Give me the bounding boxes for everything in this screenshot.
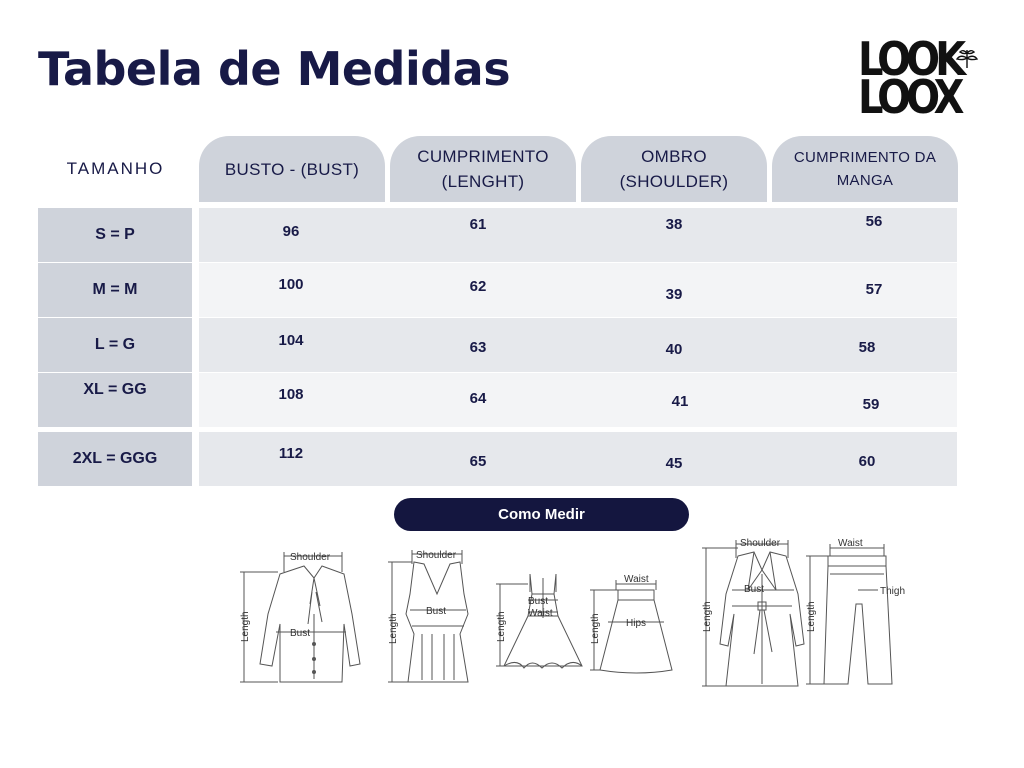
value-shoulder: 39 bbox=[665, 286, 683, 303]
value-sleeve: 59 bbox=[862, 396, 880, 413]
value-sleeve: 60 bbox=[858, 453, 876, 470]
how-to-measure-button[interactable] bbox=[394, 498, 689, 531]
label-waist: Waist bbox=[528, 608, 553, 619]
value-sleeve: 58 bbox=[858, 339, 876, 356]
label-thigh: Thigh bbox=[880, 586, 906, 597]
table-row bbox=[199, 432, 957, 486]
coat-diagram bbox=[702, 540, 804, 686]
label-length: Length bbox=[496, 611, 507, 642]
table-row bbox=[199, 263, 957, 317]
size-cell-xl: XL = GG bbox=[38, 373, 192, 427]
brand-logo bbox=[858, 33, 980, 125]
value-bust: 112 bbox=[278, 445, 304, 462]
label-length: Length bbox=[806, 601, 817, 632]
header-shoulder bbox=[581, 136, 767, 202]
header-shoulder-line-1: OMBRO bbox=[641, 147, 707, 166]
value-shoulder: 45 bbox=[665, 455, 683, 472]
table-row bbox=[199, 318, 957, 372]
header-length-line-2: (LENGHT) bbox=[441, 172, 525, 191]
label-shoulder: Shoulder bbox=[740, 538, 781, 549]
label-shoulder: Shoulder bbox=[416, 550, 457, 561]
value-bust: 100 bbox=[278, 276, 304, 293]
value-length: 62 bbox=[469, 278, 487, 295]
header-bust bbox=[199, 136, 385, 202]
value-sleeve: 57 bbox=[865, 281, 883, 298]
header-sleeve-line-2: MANGA bbox=[836, 172, 894, 189]
label-shoulder: Shoulder bbox=[290, 552, 331, 563]
size-cell-s: S = P bbox=[38, 208, 192, 262]
value-sleeve: 56 bbox=[865, 213, 883, 230]
dress-diagram bbox=[496, 574, 582, 668]
header-sleeve-line-1: CUMPRIMENTO DA bbox=[793, 149, 937, 166]
label-length: Length bbox=[590, 613, 601, 644]
header-size: TAMANHO bbox=[66, 159, 165, 178]
value-length: 65 bbox=[469, 453, 487, 470]
size-cell-m: M = M bbox=[38, 263, 192, 317]
table-row bbox=[199, 208, 957, 262]
value-shoulder: 41 bbox=[671, 393, 689, 410]
label-bust: Bust bbox=[426, 606, 447, 617]
label-length: Length bbox=[240, 611, 251, 642]
value-shoulder: 38 bbox=[665, 216, 683, 233]
size-cell-2xl: 2XL = GGG bbox=[38, 432, 192, 486]
value-length: 61 bbox=[469, 216, 487, 233]
header-sleeve bbox=[772, 136, 958, 202]
header-length bbox=[390, 136, 576, 202]
label-bust: Bust bbox=[290, 628, 311, 639]
how-to-measure-label: Como Medir bbox=[498, 506, 585, 523]
header-shoulder-line-2: (SHOULDER) bbox=[619, 172, 729, 191]
label-hips: Hips bbox=[626, 618, 647, 629]
value-length: 63 bbox=[469, 339, 487, 356]
blouse-diagram bbox=[240, 552, 360, 682]
label-waist: Waist bbox=[838, 538, 863, 549]
table-row bbox=[199, 373, 957, 427]
label-length: Length bbox=[388, 613, 399, 644]
label-bust: Bust bbox=[528, 596, 549, 607]
page-title: Tabela de Medidas bbox=[38, 42, 511, 96]
size-cell-l: L = G bbox=[38, 318, 192, 372]
header-length-line-1: CUMPRIMENTO bbox=[417, 147, 549, 166]
value-bust: 108 bbox=[278, 386, 304, 403]
leaf-icon bbox=[954, 46, 980, 72]
label-bust: Bust bbox=[744, 584, 765, 595]
logo-line-1: LOOK bbox=[858, 33, 962, 87]
value-bust: 96 bbox=[282, 223, 300, 240]
trousers-diagram bbox=[806, 544, 892, 684]
header-bust-label: BUSTO - (BUST) bbox=[224, 159, 360, 179]
label-length: Length bbox=[702, 601, 713, 632]
value-bust: 104 bbox=[278, 332, 304, 349]
logo-line-2: LOOX bbox=[858, 71, 960, 125]
value-length: 64 bbox=[469, 390, 487, 407]
value-shoulder: 40 bbox=[665, 341, 683, 358]
label-waist: Waist bbox=[624, 574, 649, 585]
measurement-diagrams bbox=[232, 534, 956, 716]
